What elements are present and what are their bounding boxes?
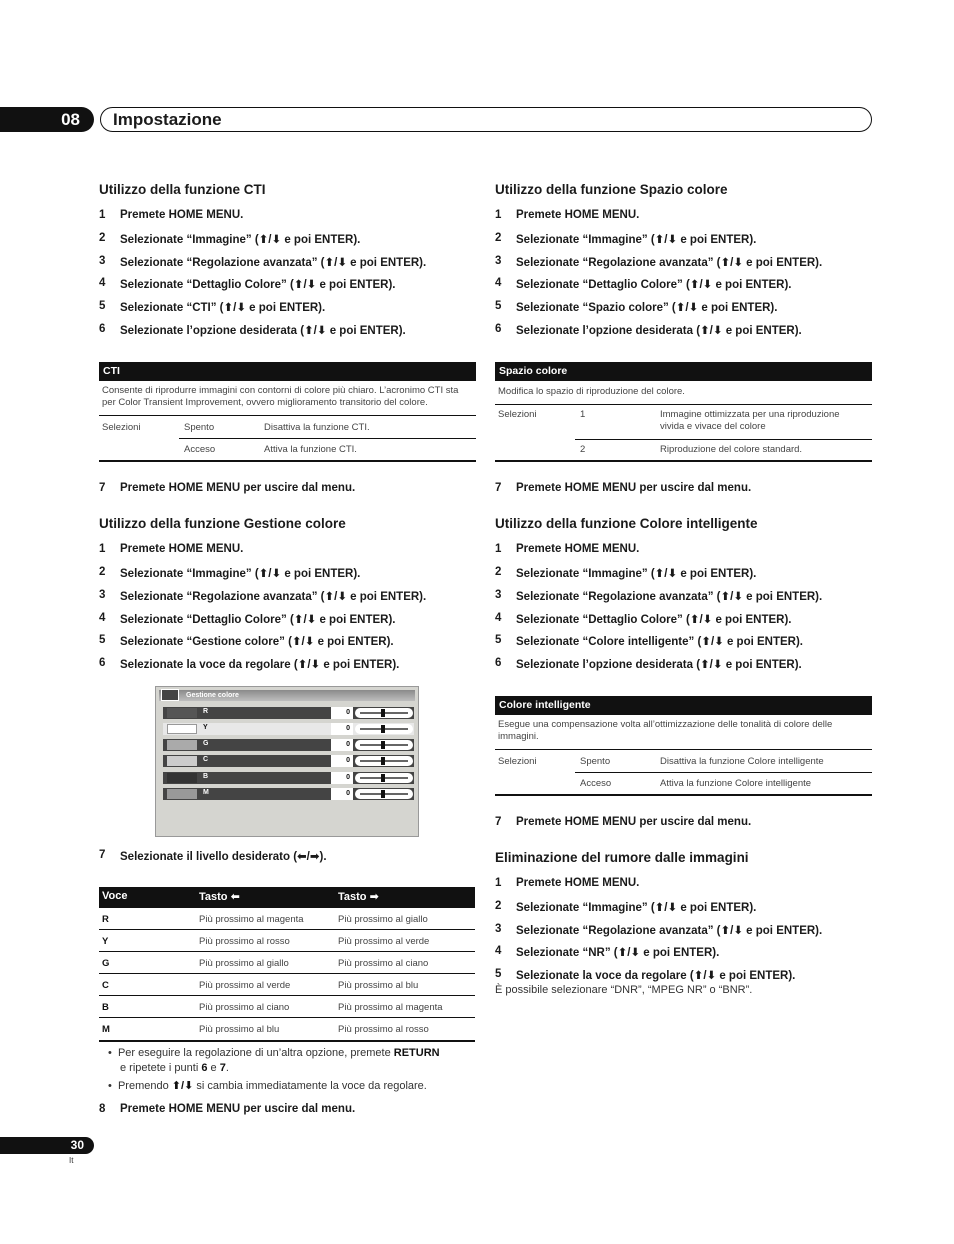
chapter-number: 08 [0, 107, 94, 132]
page-language: It [69, 1156, 74, 1165]
screen-row-b: B 0 [163, 772, 414, 784]
table-row: Selezioni Spento Disattiva la funzione Colore intelligente [498, 756, 824, 767]
level-slider [355, 740, 413, 750]
table-row: Selezioni 1 Immagine ottimizzata per una riproduzione vivida e vivace del colore [498, 409, 840, 432]
level-slider [355, 708, 413, 718]
table-header: Spazio colore [495, 362, 872, 381]
screen-row-r: R 0 [163, 707, 414, 719]
level-slider [355, 789, 413, 799]
screen-title-bar: Gestione colore [159, 690, 415, 701]
level-slider [355, 724, 413, 734]
intelligente-table [495, 696, 872, 796]
intelligente-section-title: Utilizzo della funzione Colore intelligente [495, 516, 758, 531]
color-swatch [167, 756, 197, 766]
screen-row-y: Y 0 [163, 723, 414, 735]
table-row: M Più prossimo al blu Più prossimo al rosso [102, 1024, 429, 1035]
page-number: 30 [0, 1137, 94, 1154]
table-row: C Più prossimo al verde Più prossimo al blu [99, 974, 475, 996]
note-return: • Per eseguire la regolazione di un’altra opzione, premete RETURN e ripetete i punti 6 e 7. [108, 1047, 440, 1074]
menu-icon [161, 689, 179, 701]
level-slider [355, 756, 413, 766]
voce-table-header: Voce Tasto ⬅ Tasto ➡ [99, 887, 475, 908]
color-swatch [167, 740, 197, 750]
table-header: CTI [99, 362, 476, 381]
level-slider [355, 773, 413, 783]
rumore-section-title: Eliminazione del rumore dalle immagini [495, 850, 749, 865]
table-row: R Più prossimo al magenta Più prossimo al giallo [99, 908, 475, 930]
screen-row-c: C 0 [163, 755, 414, 767]
table-row: Y Più prossimo al rosso Più prossimo al verde [99, 930, 475, 952]
voce-table [99, 887, 475, 1042]
table-description: Esegue una compensazione volta all’ottimizzazione delle tonalità di colore delle immagini. [495, 715, 872, 750]
gestione-section-title: Utilizzo della funzione Gestione colore [99, 516, 346, 531]
color-swatch [167, 789, 197, 799]
table-description: Consente di riprodurre immagini con contorni di colore più chiaro. L’acronimo CTI sta per Color Transient Improvement, ovvero miglioramento transitorio del colore. [99, 381, 476, 416]
screen-row-m: M 0 [163, 788, 414, 800]
table-description: Modifica lo spazio di riproduzione del colore. [495, 381, 872, 405]
table-row: G Più prossimo al giallo Più prossimo al ciano [99, 952, 475, 974]
rumore-note: È possibile selezionare “DNR”, “MPEG NR” o “BNR”. [495, 984, 753, 996]
cti-section-title: Utilizzo della funzione CTI [99, 182, 266, 197]
cti-table [99, 362, 476, 462]
note-arrows: • Premendo ⬆/⬇ si cambia immediatamente la voce da regolare. [108, 1080, 427, 1092]
spazio-section-title: Utilizzo della funzione Spazio colore [495, 182, 728, 197]
table-row: B Più prossimo al ciano Più prossimo al magenta [99, 996, 475, 1018]
screen-row-g: G 0 [163, 739, 414, 751]
table-row: Selezioni Spento Disattiva la funzione CTI. [102, 422, 370, 433]
color-swatch [167, 724, 197, 734]
chapter-title: Impostazione [100, 107, 872, 132]
gestione-colore-screen [155, 686, 419, 837]
color-swatch [167, 773, 197, 783]
color-swatch [167, 708, 197, 718]
table-row: Acceso Attiva la funzione Colore intelligente [580, 778, 812, 789]
table-header: Colore intelligente [495, 696, 872, 715]
spazio-table [495, 362, 872, 462]
table-row: 2 Riproduzione del colore standard. [580, 444, 803, 455]
table-row: Acceso Attiva la funzione CTI. [184, 444, 357, 455]
